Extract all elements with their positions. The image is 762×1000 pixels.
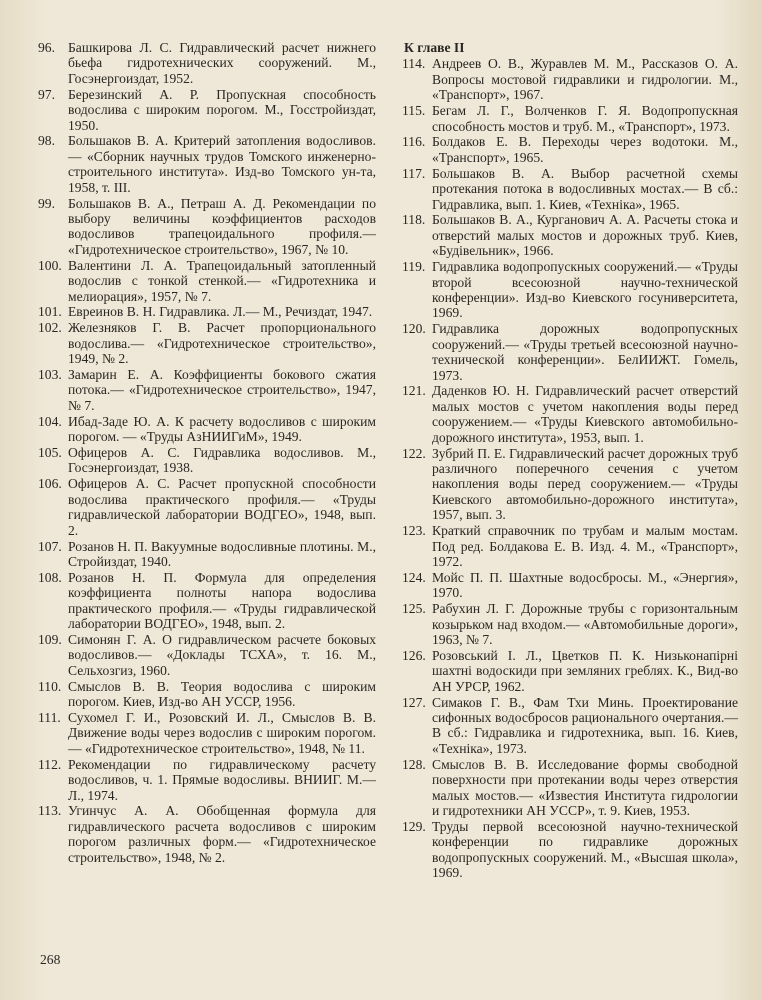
reference-number: 106. bbox=[38, 476, 62, 492]
reference-number: 98. bbox=[38, 133, 55, 149]
reference-text: Большаков В. А. Выбор расчетной схемы протекания потока в водосливных мостах.— В сб.: Гидравлика, вып. 1. Киев, «Техніка», 1965. bbox=[432, 165, 738, 212]
reference-text: Железняков Г. В. Расчет пропорционального водослива.— «Гидротехническое строительство», 1949, № 2. bbox=[68, 320, 376, 367]
reference-number: 105. bbox=[38, 445, 62, 461]
reference-entry bbox=[402, 56, 738, 102]
reference-entry bbox=[38, 40, 376, 86]
reference-text: Мойс П. П. Шахтные водосбросы. М., «Энергия», 1970. bbox=[432, 569, 738, 601]
reference-entry bbox=[38, 367, 376, 413]
reference-number: 113. bbox=[38, 803, 62, 819]
reference-columns bbox=[38, 40, 738, 881]
reference-entry bbox=[38, 87, 376, 133]
right-column-entries bbox=[402, 56, 738, 880]
reference-number: 117. bbox=[402, 165, 426, 181]
reference-text: Болдаков Е. В. Переходы через водотоки. М., «Транспорт», 1965. bbox=[432, 134, 738, 165]
reference-number: 114. bbox=[402, 56, 426, 72]
reference-entry bbox=[38, 803, 376, 865]
reference-entry bbox=[38, 757, 376, 803]
reference-text: Симаков Г. В., Фам Тхи Минь. Проектирование сифонных водосбросов рационального очертания.— В сб.: Гидравлика и гидротехника, вып. 16. Киев, «Техніка», 1973. bbox=[432, 694, 738, 756]
reference-number: 115. bbox=[402, 103, 426, 119]
reference-number: 101. bbox=[38, 304, 62, 320]
reference-text: Офицеров А. С. Гидравлика водосливов. М., Госэнергоиздат, 1938. bbox=[68, 445, 376, 476]
reference-text: Розанов Н. П. Формула для определения коэффициента полноты напора водослива практического профиля.— «Труды гидравлической лаборатории ВОДГЕО», 1948, вып. 2. bbox=[68, 569, 376, 632]
reference-number: 118. bbox=[402, 212, 426, 228]
reference-text: Симонян Г. А. О гидравлическом расчете боковых водосливов.— «Доклады ТСХА», т. 16. М., Сельхозгиз, 1960. bbox=[68, 631, 376, 678]
reference-entry bbox=[38, 632, 376, 678]
reference-entry bbox=[402, 601, 738, 647]
reference-entry bbox=[38, 258, 376, 304]
reference-text: Краткий справочник по трубам и малым мостам. Под ред. Болдакова Е. В. Изд. 4. М., «Транспорт», 1972. bbox=[432, 523, 738, 569]
chapter-heading: К главе II bbox=[404, 40, 465, 55]
reference-number: 126. bbox=[402, 647, 426, 663]
reference-entry bbox=[38, 133, 376, 195]
reference-number: 103. bbox=[38, 367, 62, 383]
reference-entry bbox=[38, 414, 376, 445]
reference-number: 129. bbox=[402, 818, 426, 834]
reference-number: 119. bbox=[402, 259, 426, 275]
reference-entry bbox=[38, 710, 376, 756]
reference-entry bbox=[38, 320, 376, 366]
reference-number: 127. bbox=[402, 694, 426, 710]
reference-entry bbox=[402, 103, 738, 134]
reference-entry bbox=[402, 166, 738, 212]
reference-number: 111. bbox=[38, 709, 61, 725]
reference-number: 121. bbox=[402, 383, 426, 399]
reference-entry bbox=[402, 321, 738, 383]
reference-text: Замарин Е. А. Коэффициенты бокового сжатия потока.— «Гидротехническое строительство», 1947, № 7. bbox=[68, 367, 376, 413]
reference-entry bbox=[402, 259, 738, 321]
reference-text: Большаков В. А., Петраш А. Д. Рекомендации по выбору величины коэффициентов расходов водосливов трапецоидального профиля.— «Гидротехническое строительство», 1967, № 10. bbox=[68, 195, 376, 257]
reference-text: Андреев О. В., Журавлев М. М., Рассказов О. А. Вопросы мостовой гидравлики и гидрологии. М., «Транспорт», 1967. bbox=[432, 56, 738, 103]
reference-text: Рекомендации по гидравлическому расчету водосливов, ч. 1. Прямые водосливы. ВНИИГ. М.—Л., 1974. bbox=[68, 756, 376, 803]
left-column bbox=[38, 40, 376, 881]
reference-text: Смыслов В. В. Исследование формы свободной поверхности при протекании воды через отверстия малых мостов.— «Известия Института гидрологии и гидротехники АН УССР», т. 9. Киев, 1953. bbox=[432, 756, 738, 818]
reference-entry bbox=[38, 304, 376, 319]
reference-text: Березинский А. Р. Пропускная способность водослива с широким порогом. М., Госстройиздат, 1950. bbox=[68, 86, 376, 133]
reference-number: 125. bbox=[402, 601, 426, 617]
reference-number: 108. bbox=[38, 569, 62, 585]
reference-entry bbox=[38, 679, 376, 710]
reference-entry bbox=[402, 570, 738, 601]
reference-entry bbox=[402, 648, 738, 694]
reference-number: 97. bbox=[38, 86, 55, 102]
reference-number: 110. bbox=[38, 678, 62, 694]
reference-entry bbox=[38, 539, 376, 570]
reference-text: Розовський І. Л., Цветков П. К. Низьконапірні шахтні водоскиди при земляних греблях. К., Вид-во АН УРСР, 1962. bbox=[432, 647, 738, 694]
reference-number: 120. bbox=[402, 321, 426, 337]
reference-entry bbox=[402, 212, 738, 258]
reference-text: Гидравлика дорожных водопропускных сооружений.— «Труды третьей всесоюзной научно-технической конференции». БелИИЖТ. Гомель, 1973. bbox=[432, 321, 738, 383]
reference-text: Евреинов В. Н. Гидравлика. Л.— М., Речиздат, 1947. bbox=[68, 304, 373, 320]
reference-number: 96. bbox=[38, 40, 55, 55]
reference-number: 124. bbox=[402, 569, 426, 585]
reference-entry bbox=[38, 570, 376, 632]
reference-text: Труды первой всесоюзной научно-технической конференции по гидравлике дорожных водопропускных сооружений. М., «Высшая школа», 1969. bbox=[432, 818, 738, 881]
reference-entry bbox=[402, 695, 738, 757]
reference-entry bbox=[402, 819, 738, 881]
reference-text: Смыслов В. В. Теория водослива с широким порогом. Киев, Изд-во АН УССР, 1956. bbox=[68, 678, 376, 710]
reference-number: 123. bbox=[402, 523, 426, 539]
reference-text: Валентини Л. А. Трапецоидальный затопленный водослив с тонкой стенкой.— «Гидротехника и мелиорация», 1957, № 7. bbox=[68, 257, 376, 304]
reference-number: 104. bbox=[38, 413, 62, 429]
right-column bbox=[402, 40, 738, 881]
reference-text: Даденков Ю. Н. Гидравлический расчет отверстий малых мостов с учетом накопления воды перед сооружением.— «Труды Киевского автомобильно-дорожного института», 1953, вып. 1. bbox=[432, 383, 738, 445]
reference-entry bbox=[38, 445, 376, 476]
reference-text: Гидравлика водопропускных сооружений.— «Труды второй всесоюзной научно-технической конференции». Изд-во Киевского госуниверситета, 1969. bbox=[432, 259, 738, 321]
reference-entry bbox=[402, 134, 738, 165]
reference-text: Офицеров А. С. Расчет пропускной способности водослива практического профиля.— «Труды гидравлической лаборатории ВОДГЕО», 1948, вып. 2. bbox=[68, 476, 376, 538]
reference-text: Бегам Л. Г., Волченков Г. Я. Водопропускная способность мостов и труб. М., «Транспорт», 1973. bbox=[432, 103, 738, 134]
reference-number: 122. bbox=[402, 445, 426, 461]
reference-text: Зубрий П. Е. Гидравлический расчет дорожных труб различного поперечного сечения с учетом накопления воды перед сооружением.— «Труды Киевского автомобильно-дорожного института», 1957, вып. 3. bbox=[432, 445, 738, 523]
reference-number: 109. bbox=[38, 631, 62, 647]
reference-number: 116. bbox=[402, 134, 426, 150]
reference-number: 102. bbox=[38, 320, 62, 336]
reference-entry bbox=[402, 383, 738, 445]
reference-number: 112. bbox=[38, 756, 62, 772]
reference-text: Розанов Н. П. Вакуумные водосливные плотины. М., Стройиздат, 1940. bbox=[68, 538, 376, 569]
reference-entry bbox=[402, 523, 738, 569]
reference-number: 99. bbox=[38, 195, 55, 211]
reference-number: 107. bbox=[38, 538, 62, 554]
reference-text: Большаков В. А., Курганович А. А. Расчеты стока и отверстий малых мостов и дорожных труб. Киев, «Будівельник», 1966. bbox=[432, 212, 738, 259]
reference-text: Башкирова Л. С. Гидравлический расчет нижнего бьефа гидротехнических сооружений. М., Госэнергоиздат, 1952. bbox=[68, 40, 376, 86]
reference-text: Большаков В. А. Критерий затопления водосливов.— «Сборник научных трудов Томского инженерно-строительного института». Изд-во Томского ун-та, 1958, т. III. bbox=[68, 133, 376, 195]
reference-entry bbox=[402, 757, 738, 819]
reference-number: 100. bbox=[38, 257, 62, 273]
reference-text: Угинчус А. А. Обобщенная формула для гидравлического расчета водосливов с широким порогом различных форм.— «Гидротехническое строительство», 1948, № 2. bbox=[68, 803, 376, 865]
reference-entry bbox=[38, 476, 376, 538]
reference-text: Рабухин Л. Г. Дорожные трубы с горизонтальным козырьком над входом.— «Автомобильные дороги», 1963, № 7. bbox=[432, 601, 738, 647]
reference-number: 128. bbox=[402, 756, 426, 772]
reference-text: Сухомел Г. И., Розовский И. Л., Смыслов В. В. Движение воды через водослив с широким порогом. — «Гидротехническое строительство», 1948, № 11. bbox=[68, 709, 376, 756]
reference-entry bbox=[38, 196, 376, 258]
reference-entry bbox=[402, 446, 738, 523]
reference-text: Ибад-Заде Ю. А. К расчету водосливов с широким порогом. — «Труды АзНИИГиМ», 1949. bbox=[68, 413, 376, 445]
page-number: 268 bbox=[40, 952, 61, 967]
